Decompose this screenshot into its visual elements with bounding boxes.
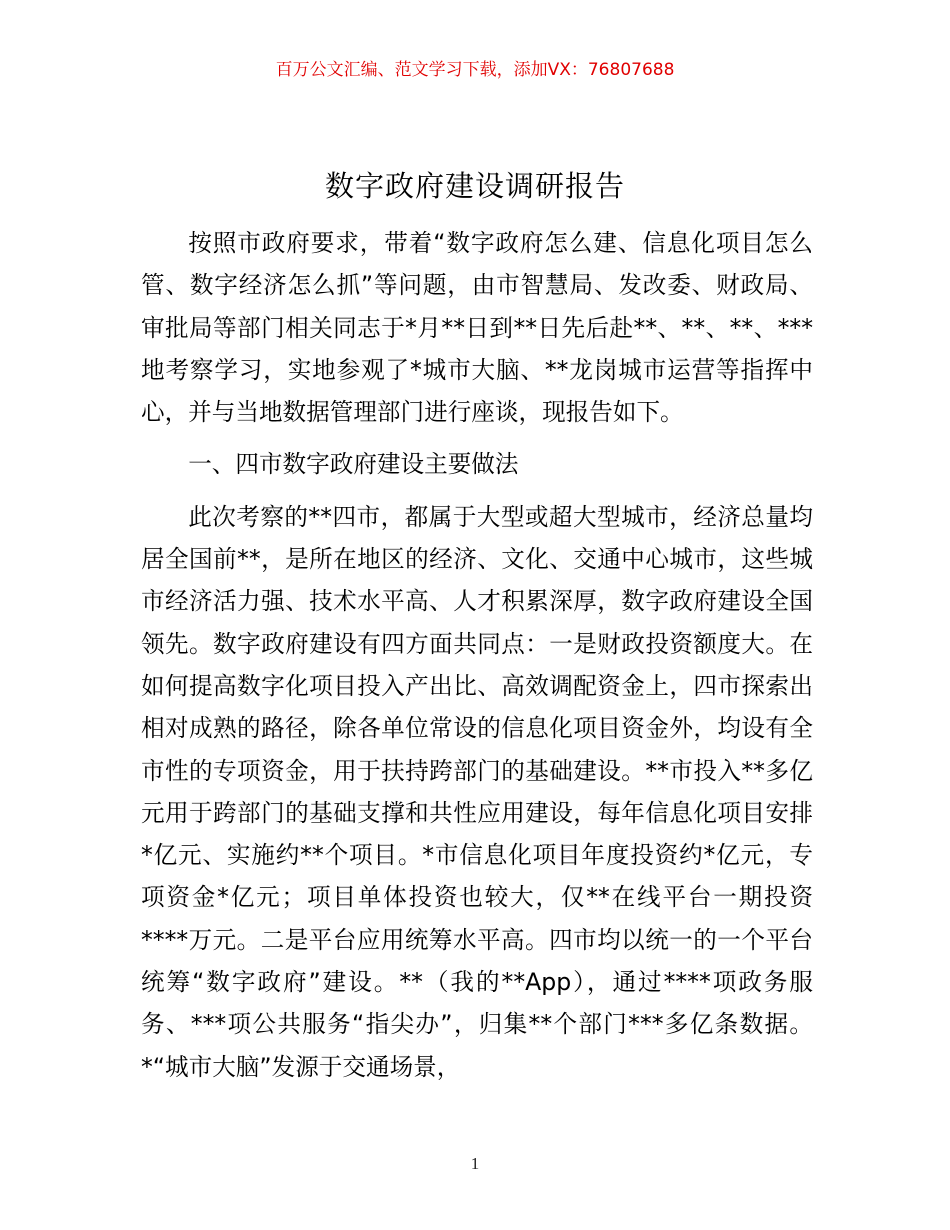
document-title: 数字政府建设调研报告: [324, 169, 625, 203]
section-paragraph: 此次考察的**四市，都属于大型或超大型城市，经济总量均居全国前**，是所在地区的经济、文化、交通中心城市，这些城市经济活力强、技术水平高、人才积累深厚，数字政府建设全国领先。数字政府建设有四方面共同点：一是财政投资额度大。在如何提高数字化项目投入产出比、高效调配资金上，四市探索出相对成熟的路径，除各单位常设的信息化项目资金外，均设有全市性的专项资金，用于扶持跨部门的基础建设。**市投入**多亿元用于跨部门的基础支撑和共性应用建设，每年信息化项目安排*亿元、实施约**个项目。*市信息化项目年度投资约*亿元，专项资金*亿元；项目单体投资也较大，仅**在线平台一期投资****万元。二是平台应用统筹水平高。四市均以统一的一个平台统筹“数字政府”建设。**（我的**App），通过****项政务服务、***项公共服务“指尖办”，归集**个部门***多亿条数据。*“城市大脑”发源于交通场景，: [141, 502, 813, 1081]
section-heading: 一、四市数字政府建设主要做法: [188, 450, 519, 479]
page-number: 1: [470, 1154, 480, 1173]
intro-paragraph: 按照市政府要求，带着“数字政府怎么建、信息化项目怎么管、数字经济怎么抓”等问题，由市智慧局、发改委、财政局、审批局等部门相关同志于*月**日到**日先后赴**、**、**、***地考察学习，实地参观了*城市大脑、**龙岗城市运营等指挥中心，并与当地数据管理部门进行座谈，现报告如下。: [141, 229, 813, 427]
watermark-header: 百万公文汇编、范文学习下载，添加VX：76807688: [275, 60, 675, 80]
document-body: [141, 222, 813, 1088]
